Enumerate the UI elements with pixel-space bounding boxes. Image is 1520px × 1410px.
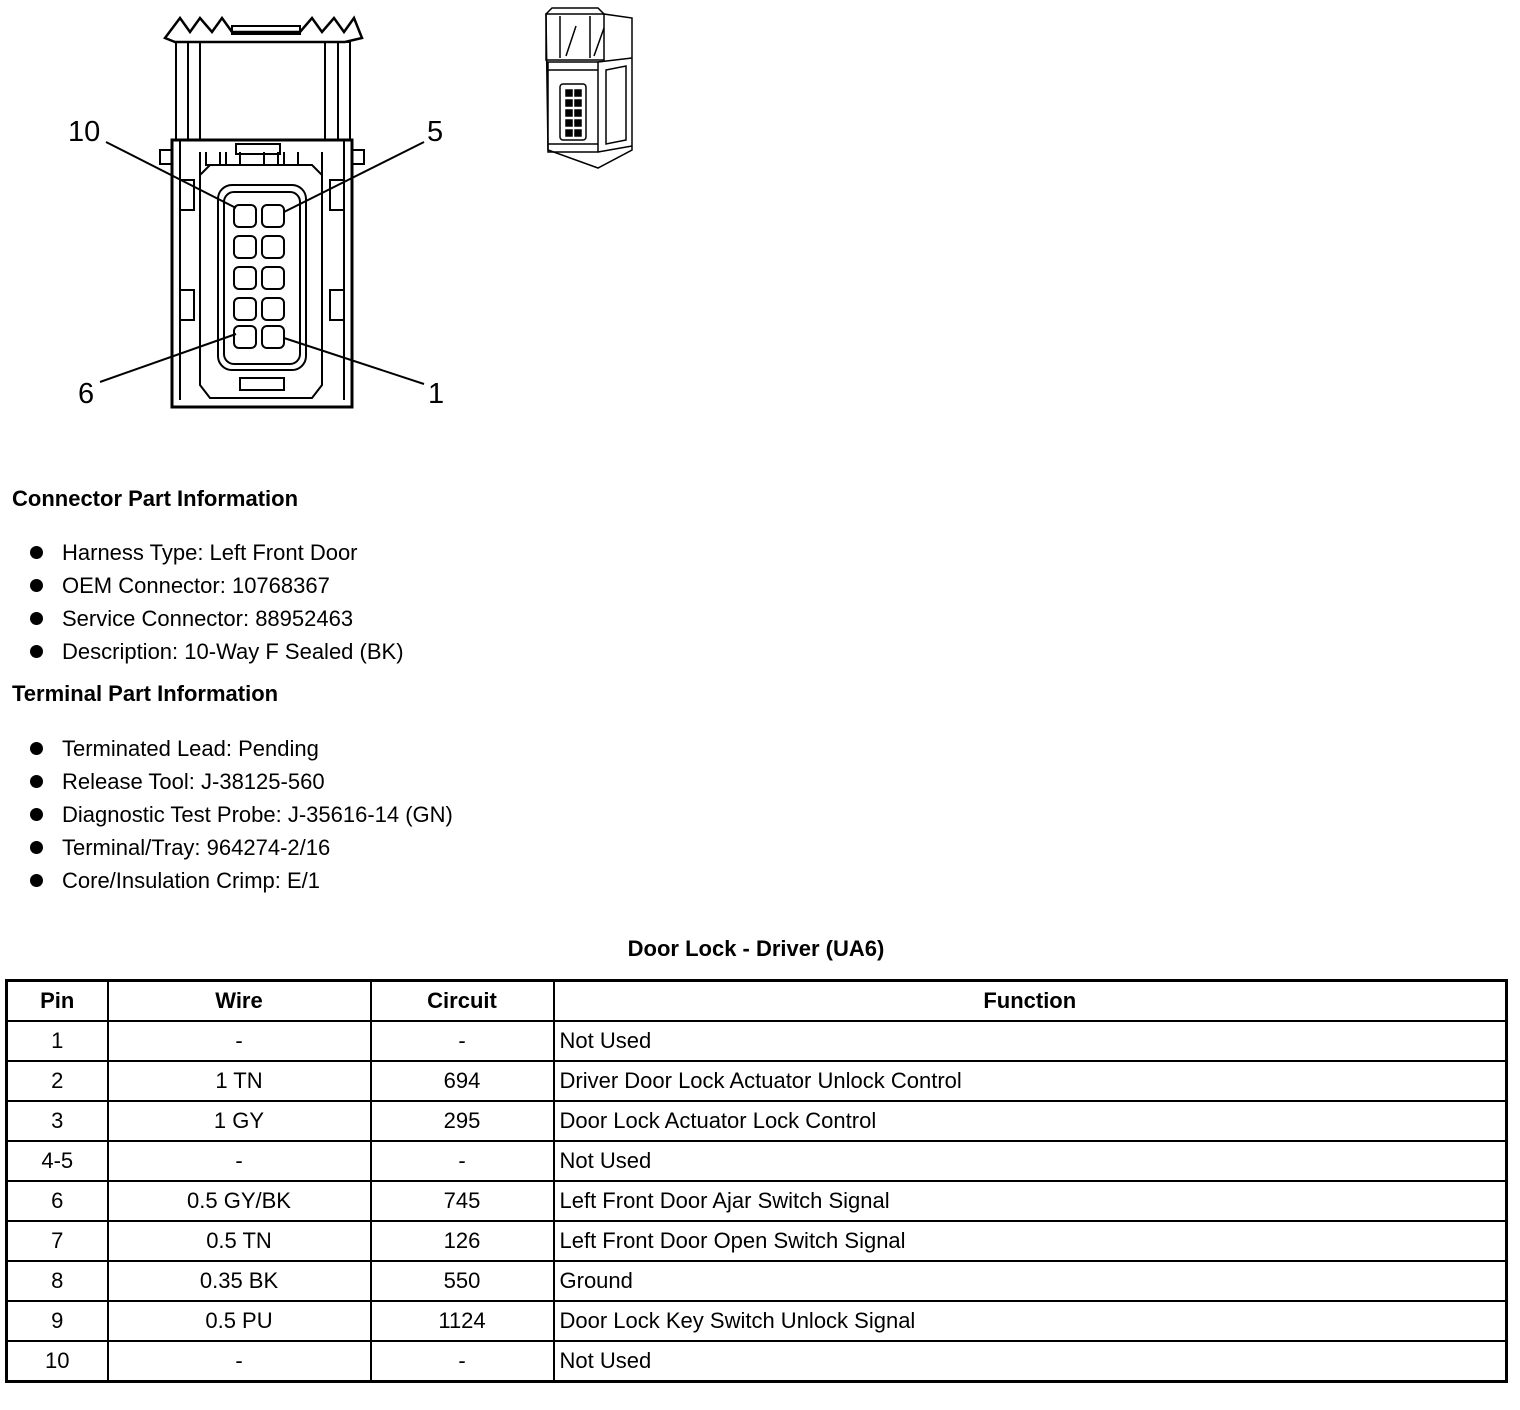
table-row	[7, 1301, 1507, 1341]
cell-function: Not Used	[554, 1141, 1507, 1181]
list-item	[28, 798, 453, 831]
bullet-icon	[30, 742, 43, 755]
cell-pin: 1	[7, 1021, 108, 1061]
cell-wire: 0.5 GY/BK	[108, 1181, 371, 1221]
cell-function: Not Used	[554, 1341, 1507, 1382]
cell-circuit: 295	[371, 1101, 554, 1141]
terminal-info-list	[28, 732, 453, 897]
cell-circuit: 1124	[371, 1301, 554, 1341]
cell-circuit: -	[371, 1021, 554, 1061]
cell-wire: -	[108, 1021, 371, 1061]
table-row	[7, 1101, 1507, 1141]
cell-wire: 0.35 BK	[108, 1261, 371, 1301]
bullet-icon	[30, 546, 43, 559]
table-header-row	[7, 981, 1507, 1022]
bullet-icon	[30, 808, 43, 821]
cell-function: Door Lock Actuator Lock Control	[554, 1101, 1507, 1141]
table-title: Door Lock - Driver (UA6)	[627, 936, 885, 961]
cell-circuit: 694	[371, 1061, 554, 1101]
cell-function: Left Front Door Open Switch Signal	[554, 1221, 1507, 1261]
bullet-icon	[30, 579, 43, 592]
list-item	[28, 732, 453, 765]
header-function: Function	[554, 981, 1507, 1022]
list-item	[28, 536, 404, 569]
pin-label-5: 5	[427, 116, 444, 148]
cell-wire: 0.5 PU	[108, 1301, 371, 1341]
cell-wire: -	[108, 1141, 371, 1181]
cell-wire: 1 TN	[108, 1061, 371, 1101]
list-item-text: Release Tool: J-38125-560	[62, 769, 325, 794]
cell-wire: 0.5 TN	[108, 1221, 371, 1261]
list-item	[28, 831, 453, 864]
list-item-text: Service Connector: 88952463	[62, 606, 354, 631]
list-item-text: Core/Insulation Crimp: E/1	[62, 868, 320, 893]
header-circuit: Circuit	[371, 981, 554, 1022]
cell-function: Ground	[554, 1261, 1507, 1301]
table-row	[7, 1261, 1507, 1301]
bullet-icon	[30, 645, 43, 658]
table-row	[7, 1061, 1507, 1101]
header-pin: Pin	[7, 981, 108, 1022]
connector-face-diagram	[0, 0, 680, 420]
cell-pin: 7	[7, 1221, 108, 1261]
list-item-text: Diagnostic Test Probe: J-35616-14 (GN)	[62, 802, 453, 827]
cell-circuit: 745	[371, 1181, 554, 1221]
table-row	[7, 1141, 1507, 1181]
bullet-icon	[30, 612, 43, 625]
table-row	[7, 1221, 1507, 1261]
cell-circuit: 550	[371, 1261, 554, 1301]
terminal-info-title: Terminal Part Information	[12, 681, 279, 706]
table-row	[7, 1021, 1507, 1061]
cell-pin: 3	[7, 1101, 108, 1141]
list-item	[28, 765, 453, 798]
bullet-icon	[30, 775, 43, 788]
cell-function: Not Used	[554, 1021, 1507, 1061]
cell-pin: 9	[7, 1301, 108, 1341]
cell-function: Driver Door Lock Actuator Unlock Control	[554, 1061, 1507, 1101]
cell-pin: 8	[7, 1261, 108, 1301]
connector-info-list	[28, 536, 404, 668]
cell-pin: 10	[7, 1341, 108, 1382]
list-item	[28, 569, 404, 602]
cell-pin: 6	[7, 1181, 108, 1221]
cell-circuit: 126	[371, 1221, 554, 1261]
list-item-text: Description: 10-Way F Sealed (BK)	[62, 639, 404, 664]
pin-label-1: 1	[428, 378, 445, 410]
cell-function: Door Lock Key Switch Unlock Signal	[554, 1301, 1507, 1341]
cell-circuit: -	[371, 1341, 554, 1382]
cell-pin: 2	[7, 1061, 108, 1101]
bullet-icon	[30, 841, 43, 854]
pin-label-6: 6	[78, 378, 95, 410]
list-item	[28, 635, 404, 668]
cell-function: Left Front Door Ajar Switch Signal	[554, 1181, 1507, 1221]
list-item-text: Terminated Lead: Pending	[62, 736, 319, 761]
list-item	[28, 864, 453, 897]
cell-pin: 4-5	[7, 1141, 108, 1181]
cell-circuit: -	[371, 1141, 554, 1181]
cell-wire: 1 GY	[108, 1101, 371, 1141]
connector-info-title: Connector Part Information	[12, 486, 299, 511]
bullet-icon	[30, 874, 43, 887]
table-row	[7, 1181, 1507, 1221]
list-item-text: Harness Type: Left Front Door	[62, 540, 358, 565]
table-row	[7, 1341, 1507, 1382]
list-item-text: Terminal/Tray: 964274-2/16	[62, 835, 331, 860]
list-item-text: OEM Connector: 10768367	[62, 573, 330, 598]
pinout-table	[5, 979, 1508, 1383]
pin-label-10: 10	[68, 116, 101, 148]
list-item	[28, 602, 404, 635]
cell-wire: -	[108, 1341, 371, 1382]
header-wire: Wire	[108, 981, 371, 1022]
